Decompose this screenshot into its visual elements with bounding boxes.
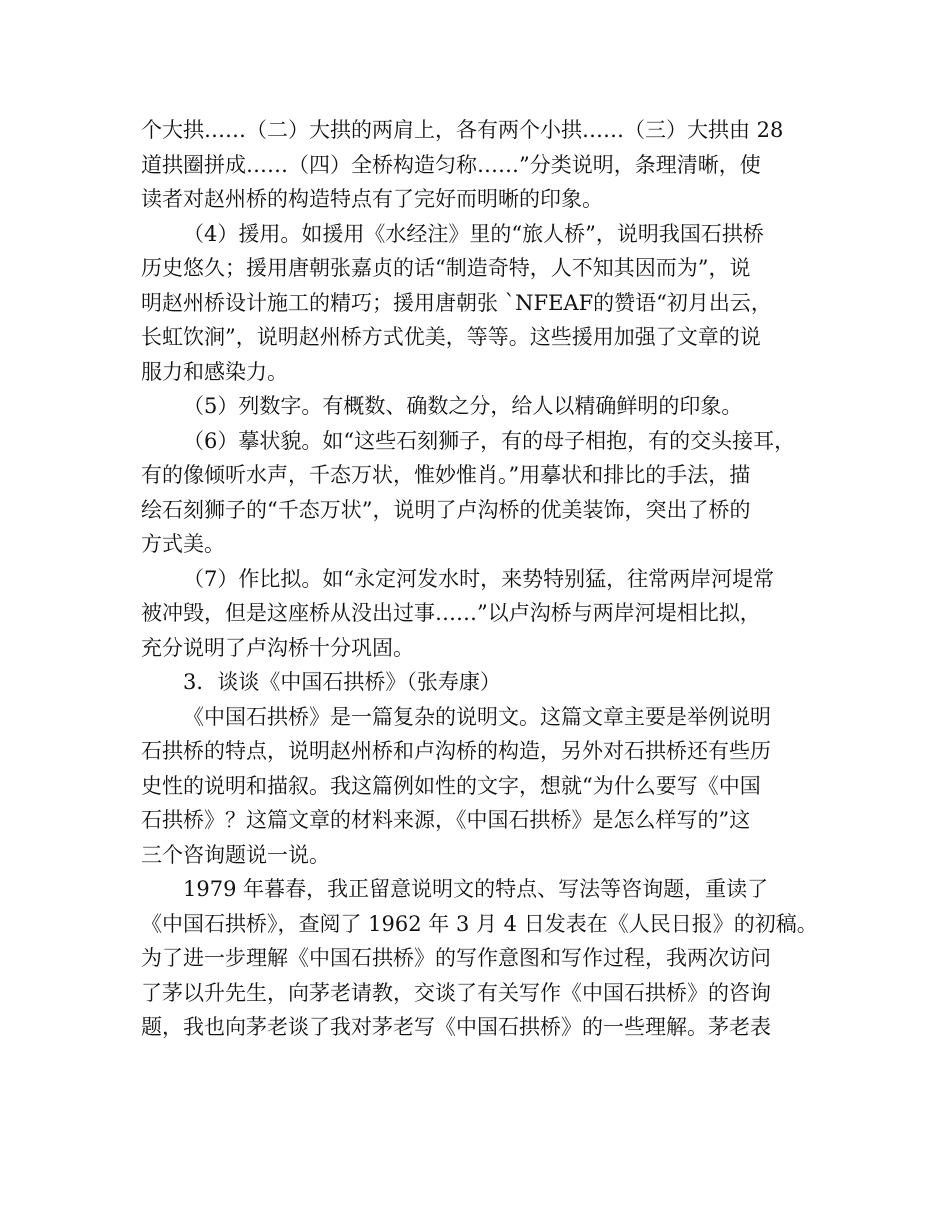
text-line: 了茅以升先生，向茅老请教，交谈了有关写作《中国石拱桥》的咨询 bbox=[141, 980, 771, 1005]
text-line: 道拱圈拼成……（四）全桥构造匀称……”分类说明，条理清晰，使 bbox=[141, 152, 761, 177]
text-line: 历史悠久；援用唐朝张嘉贞的话“制造奇特，人不知其因而为”，说 bbox=[141, 256, 751, 280]
text-line: 有的像倾听水声，千态万状，惟妙惟肖。”用摹状和排比的手法，描 bbox=[141, 463, 751, 487]
text-line: 《中国石拱桥》是一篇复杂的说明文。这篇文章主要是举例说明 bbox=[183, 704, 771, 729]
text-line: （4）援用。如援用《水经注》里的“旅人桥”，说明我国石拱桥 bbox=[183, 221, 764, 246]
text-line: 石拱桥》？这篇文章的材料来源，《中国石拱桥》是怎么样写的”这 bbox=[141, 808, 751, 832]
text-line: 3．谈谈《中国石拱桥》（张寿康） bbox=[183, 670, 501, 694]
text-line: 绘石刻狮子的“千态万状”，说明了卢沟桥的优美装饰，突出了桥的 bbox=[141, 497, 751, 522]
text-line: 《中国石拱桥》，查阅了 1962 年 3 月 4 日发表在《人民日报》的初稿。 bbox=[141, 911, 818, 936]
text-line: 为了进一步理解《中国石拱桥》的写作意图和写作过程，我两次访问 bbox=[141, 946, 771, 970]
text-line: 读者对赵州桥的构造特点有了完好而明晰的印象。 bbox=[141, 187, 603, 211]
text-line: 长虹饮涧”，说明赵州桥方式优美，等等。这些援用加强了文章的说 bbox=[141, 325, 761, 349]
text-line: 方式美。 bbox=[141, 532, 225, 556]
text-line: 个大拱……（二）大拱的两肩上，各有两个小拱……（三）大拱由 28 bbox=[141, 118, 784, 142]
text-line: 被冲毁，但是这座桥从没出过事……”以卢沟桥与两岸河堤相比拟， bbox=[141, 601, 761, 625]
text-line: 题，我也向茅老谈了我对茅老写《中国石拱桥》的一些理解。茅老表 bbox=[141, 1015, 771, 1039]
text-line: 1979 年暮春，我正留意说明文的特点、写法等咨询题，重读了 bbox=[183, 877, 769, 901]
document-body bbox=[141, 113, 821, 1045]
text-line: 三个咨询题说一说。 bbox=[141, 842, 330, 867]
text-line: 充分说明了卢沟桥十分巩固。 bbox=[141, 635, 414, 660]
text-line: 明赵州桥设计施工的精巧；援用唐朝张 `NFEAF的赞语“初月出云， bbox=[141, 290, 772, 315]
text-line: 史性的说明和描叙。我这篇例如性的文字，想就“为什么要写《中国 bbox=[141, 773, 761, 798]
text-line: 服力和感染力。 bbox=[141, 359, 288, 384]
text-line: （5）列数字。有概数、确数之分，给人以精确鲜明的印象。 bbox=[183, 394, 743, 418]
text-line: （6）摹状貌。如“这些石刻狮子，有的母子相抱，有的交头接耳， bbox=[183, 428, 796, 453]
text-line: （7）作比拟。如“永定河发水时，来势特别猛，往常两岸河堤常 bbox=[183, 566, 775, 591]
text-line: 石拱桥的特点，说明赵州桥和卢沟桥的构造，另外对石拱桥还有些历 bbox=[141, 739, 771, 763]
